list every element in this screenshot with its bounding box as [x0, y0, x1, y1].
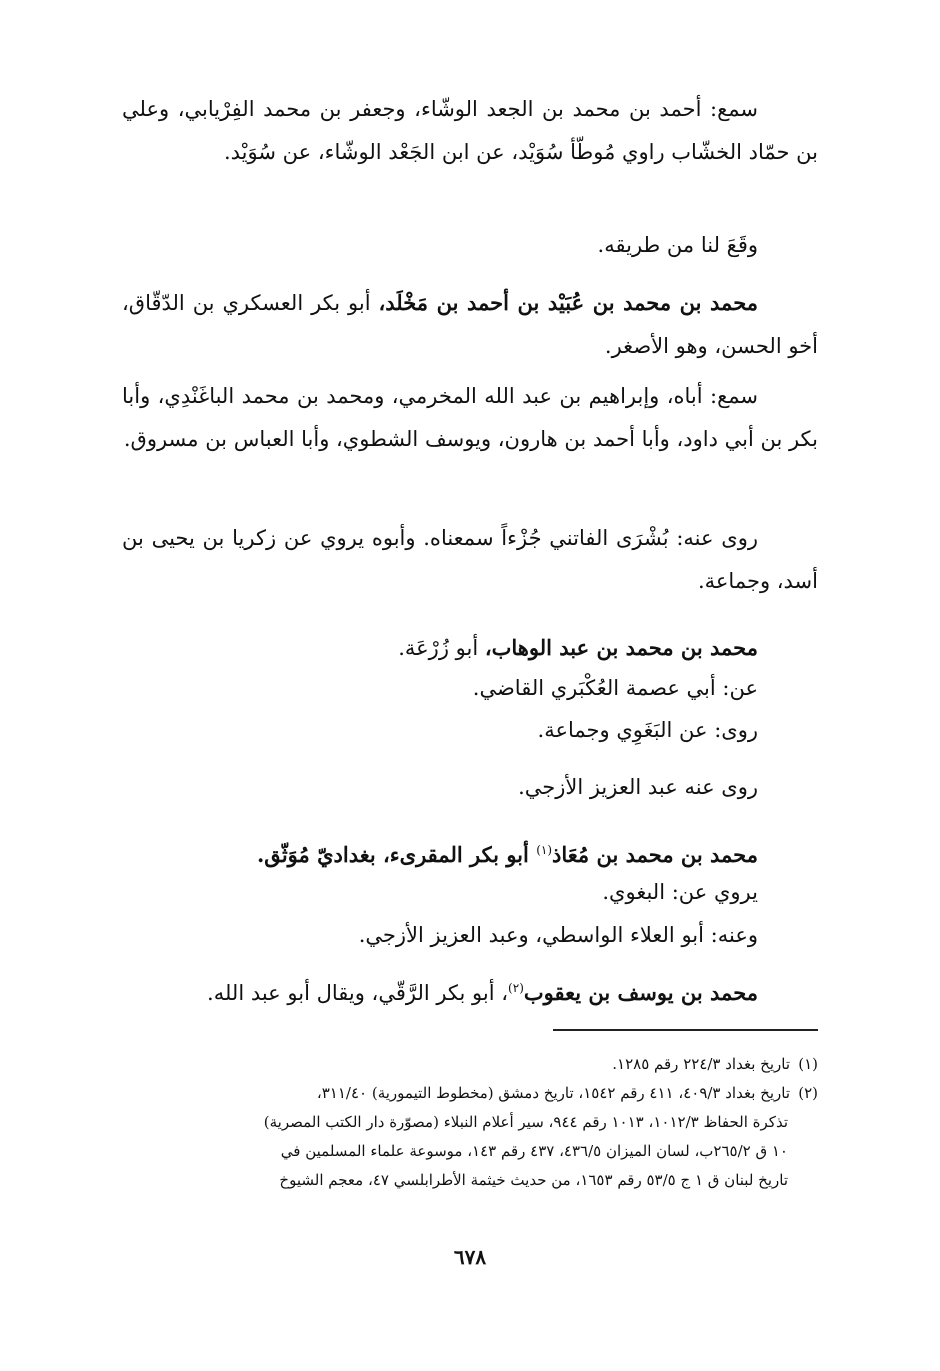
entry-3-line-1: عن: أبي عصمة العُكْبَري القاضي.: [472, 676, 758, 700]
entry-description: أبو بكر العسكري بن الدّقّاق، أخو الحسن، وهو الأصغر.: [122, 291, 818, 358]
entry-2-heard: [122, 375, 818, 461]
paragraph-heard-from: سمع: أحمد بن محمد بن الجعد الوشّاء، وجعفر بن محمد الفِرْيابي، وعلي بن حمّاد الخشّاب راوي مُوطّأ سُوَيْد، عن ابن الجَعْد الوشّاء، عن سُوَيْد.: [122, 97, 818, 164]
entry-4-line-1: يروي عن: البغوي.: [602, 880, 758, 904]
footnotes: [120, 1050, 818, 1195]
paragraph-narrated-by: روى عنه: بُشْرَى الفاتني جُزْءاً سمعناه. وأبوه يروي عن زكريا بن يحيى بن أسد، وجماعة.: [122, 526, 818, 593]
entry-3-line-2: روى: عن البَغَوِي وجماعة.: [537, 718, 758, 742]
paragraph-narration-path: وقَعَ لنا من طريقه.: [597, 233, 758, 257]
footnote-ref-2: (٢): [508, 981, 524, 995]
entry-5-heading: محمد بن يوسف بن يعقوب$^{(٢)}$، أبو بكر الرَّقّي، ويقال أبو عبد الله.: [207, 980, 758, 1005]
footnote-2-line-4: تاريخ لبنان ق ١ ج ٥٣/٥ رقم ١٦٥٣، من حديث خيثمة الأطرابلسي ٤٧، معجم الشيوخ: [279, 1171, 788, 1189]
page-number: ٦٧٨: [453, 1245, 487, 1269]
entry-name: محمد بن محمد بن عُبَيْد بن أحمد بن مَخْلَد،: [378, 290, 759, 315]
footnote-ref-1: (١): [536, 843, 553, 857]
entry-1-block: [122, 88, 818, 174]
entry-heading-askari: [122, 281, 818, 368]
entry-3-heading: محمد بن محمد بن عبد الوهاب، أبو زُرْعَة.: [398, 635, 758, 660]
entry-4-line-2: وعنه: أبو العلاء الواسطي، وعبد العزيز الأزجي.: [358, 923, 758, 947]
footnote-1: (١)تاريخ بغداد ٢٢٤/٣ رقم ١٢٨٥.: [612, 1055, 818, 1073]
entry-2-block: [122, 281, 818, 368]
entry-2-narrated: [122, 517, 818, 603]
footnote-2: (٢)تاريخ بغداد ٤٠٩/٣، ٤١١ رقم ١٥٤٢، تاريخ دمشق (مخطوط التيمورية) ٣١١/٤٠،: [316, 1084, 818, 1102]
footnote-2-line-3: ١٠ ق ٢٦٥/٢ب، لسان الميزان ٤٣٦/٥، ٤٣٧ رقم ١٤٣، موسوعة علماء المسلمين في: [280, 1142, 788, 1160]
footnote-divider: [553, 1029, 818, 1031]
entry-4-heading: محمد بن محمد بن مُعَاذ$^{(١)}$ أبو بكر المقرىء، بغداديّ مُوَثّق.: [257, 842, 758, 867]
footnote-2-line-2: تذكرة الحفاظ ١٠١٢/٣، ١٠١٣ رقم ٩٤٤، سير أعلام النبلاء (مصوّرة دار الكتب المصرية): [263, 1113, 788, 1131]
entry-1-note: [122, 224, 818, 267]
paragraph-heard-from-2: سمع: أباه، وإبراهيم بن عبد الله المخرمي، ومحمد بن محمد الباغَنْدِي، وأبا بكر بن أبي داود، وأبا أحمد بن هارون، ويوسف الشطوي، وأبا العباس بن مسروق.: [122, 384, 818, 451]
entry-3-line-3: روى عنه عبد العزيز الأزجي.: [518, 775, 758, 799]
